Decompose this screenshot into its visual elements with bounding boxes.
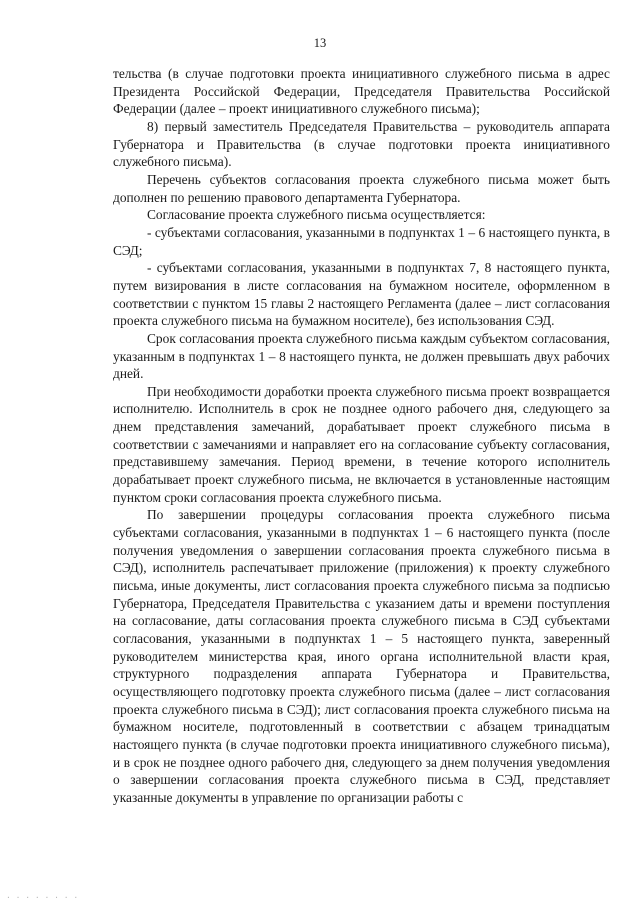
paragraph: При необходимости доработки проекта служебного письма проект возвращается исполнителю. Исполнитель в срок не позднее одного рабочего дня, следующего за днем представления замечаний, дорабатывает проект служебного письма в соответствии с замечаниями и направляет его на согласование субъекту согласования, представившему замечания. Период времени, в течение которого исполнитель дорабатывает проект служебного письма, не включается в установленные настоящим пунктом сроки согласования проекта служебного письма. xyxy=(113,383,610,505)
paragraph: 8) первый заместитель Председателя Правительства – руководитель аппарата Губернатора и Правительства (в случае подготовки проекта инициативного служебного письма). xyxy=(113,118,610,170)
paragraph: По завершении процедуры согласования проекта служебного письма субъектами согласования, указанными в подпунктах 1 – 6 настоящего пункта (после получения уведомления о завершении согласования проекта служебного письма в СЭД), исполнитель распечатывает приложение (приложения) к проекту служебного письма, иные документы, лист согласования проекта служебного письма за подписью Губернатора, Председателя Правительства с указанием даты и времени поступления на согласование, даты согласования проекта служебного письма в СЭД субъектами согласования, указанными в подпунктах 1 – 5 настоящего пункта, заверенный руководителем министерства края, иного органа исполнительной власти края, структурного подразделения аппарата Губернатора и Правительства, осуществляющего подготовку проекта служебного письма (далее – лист согласования проекта служебного письма в СЭД); лист согласования проекта служебного письма на бумажном носителе, подготовленный в соответствии с абзацем тринадцатым настоящего пункта (в случае подготовки проекта инициативного служебного письма), и в срок не позднее одного рабочего дня, следующего за днем получения уведомления о завершении согласования проекта служебного письма в СЭД, представляет указанные документы в управление по организации работы с xyxy=(113,507,610,805)
paragraph: Срок согласования проекта служебного письма каждым субъектом согласования, указанным в подпунктах 1 – 8 настоящего пункта, не должен превышать двух рабочих дней. xyxy=(113,330,610,382)
document-body xyxy=(113,65,610,807)
paragraph: Согласование проекта служебного письма осуществляется: xyxy=(147,207,486,223)
page-number: 13 xyxy=(313,36,327,50)
paragraph: Перечень субъектов согласования проекта служебного письма может быть дополнен по решению правового департамента Губернатора. xyxy=(113,171,610,205)
list-item: - субъектами согласования, указанными в подпунктах 7, 8 настоящего пункта, путем визирования в листе согласования на бумажном носителе, оформленном в соответствии с пунктом 15 главы 2 настоящего Регламента (далее – лист согласования проекта служебного письма на бумажном носителе), без использования СЭД. xyxy=(113,260,610,329)
list-item: - субъектами согласования, указанными в подпунктах 1 – 6 настоящего пункта, в СЭД; xyxy=(113,224,610,258)
paragraph: тельства (в случае подготовки проекта инициативного служебного письма в адрес Президента Российской Федерации, Председателя Правительства Российской Федерации (далее – проект инициативного служебного письма); xyxy=(113,66,610,117)
scan-artifact: · · · · · · · · xyxy=(6,893,79,902)
